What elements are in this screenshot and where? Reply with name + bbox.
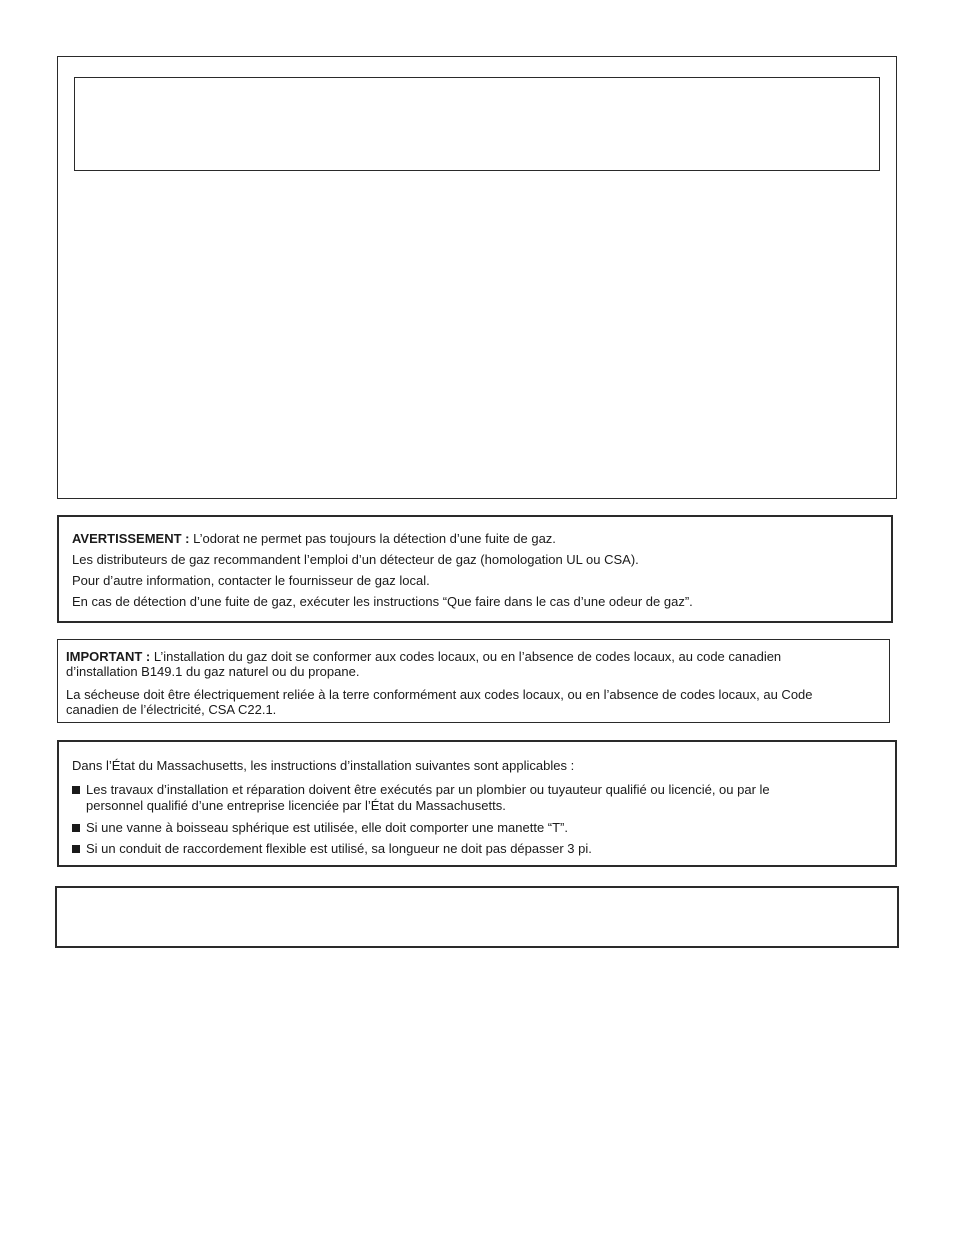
warning-line-1-text: L’odorat ne permet pas toujours la détection d’une fuite de gaz.: [189, 531, 556, 546]
bullet-icon: [72, 845, 80, 853]
warning-line-1: [72, 531, 556, 547]
important-para-2-line-1: La sécheuse doit être électriquement reliée à la terre conformément aux codes locaux, ou en l’absence de codes locaux, au Code: [66, 687, 813, 702]
warning-line-4: En cas de détection d’une fuite de gaz, exécuter les instructions “Que faire dans le cas d’une odeur de gaz”.: [72, 594, 693, 609]
important-para-1-line-1-text: L’installation du gaz doit se conformer aux codes locaux, ou en l’absence de codes locaux, au code canadien: [150, 649, 782, 664]
bullet-icon: [72, 786, 80, 794]
danger-header-box: [74, 77, 880, 171]
warning-line-3: Pour d’autre information, contacter le fournisseur de gaz local.: [72, 573, 430, 588]
important-para-1-line-2: d’installation B149.1 du gaz naturel ou du propane.: [66, 664, 360, 679]
massachusetts-item-1-line-2: personnel qualifié d’une entreprise licenciée par l’État du Massachusetts.: [86, 798, 506, 813]
massachusetts-intro: Dans l’État du Massachusetts, les instructions d’installation suivantes sont applicables :: [72, 758, 575, 773]
important-label: IMPORTANT :: [66, 649, 151, 664]
massachusetts-item-1-line-1: Les travaux d’installation et réparation doivent être exécutés par un plombier ou tuyauteur qualifié ou licencié, ou par le: [86, 782, 770, 797]
warning-line-2: Les distributeurs de gaz recommandent l’emploi d’un détecteur de gaz (homologation UL ou CSA).: [72, 552, 639, 567]
important-para-2-line-2: canadien de l’électricité, CSA C22.1.: [66, 702, 277, 717]
bottom-box: [55, 886, 899, 948]
important-para-1-line-1: [66, 649, 781, 665]
bullet-icon: [72, 824, 80, 832]
massachusetts-item-2: Si une vanne à boisseau sphérique est utilisée, elle doit comporter une manette “T”.: [86, 820, 568, 835]
warning-label: AVERTISSEMENT :: [72, 531, 190, 546]
massachusetts-item-3: Si un conduit de raccordement flexible est utilisé, sa longueur ne doit pas dépasser 3 pi.: [86, 841, 592, 856]
